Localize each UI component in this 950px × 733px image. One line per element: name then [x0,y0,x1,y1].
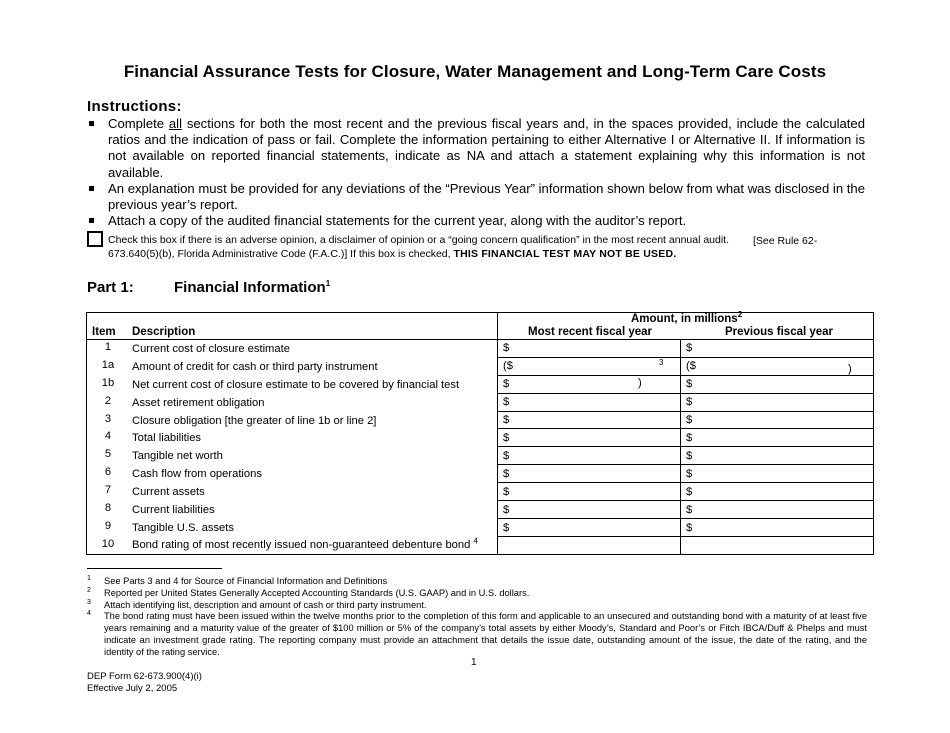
page-number: 1 [471,657,477,668]
footnote: 3 Attach identifying list, description and amount of cash or third party instrument. [87,599,427,610]
item-description: Net current cost of closure estimate to be covered by financial test [132,379,460,391]
amount-header: Amount, in millions$^2$ [631,310,743,325]
footnote-divider [87,568,222,569]
recent-amount-field[interactable]: $ [503,432,510,444]
previous-amount-field[interactable]: $ [686,342,693,354]
recent-amount-field[interactable]: $ [503,504,510,516]
item-description: Tangible net worth [132,450,223,462]
part-label: Financial Information$^1$ [174,279,331,296]
recent-amount-field[interactable]: $ [503,414,510,426]
previous-amount-field[interactable]: $ [686,468,693,480]
checkbox-label-continued: 673.640(5)(b), Florida Administrative Code (F.A.C.)] If this box is checked, THIS FINANCIAL TEST MAY NOT BE USED. [108,248,677,260]
form-identifier: DEP Form 62-673.900(4)(i) Effective July 2, 2005 [87,671,202,694]
instruction-bullet: An explanation must be provided for any deviations of the “Previous Year” information shown below from what was disclosed in the previous year’s report. [87,181,865,213]
previous-amount-field[interactable]: ($ [686,360,696,372]
footnote: 2 Reported per United States Generally Accepted Accounting Standards (U.S. GAAP) and in U.S. dollars. [87,587,530,598]
recent-amount-field[interactable]: $ [503,450,510,462]
bullet-marker [89,121,94,126]
instructions-list [87,116,865,229]
recent-amount-field[interactable]: $ [503,522,510,534]
instruction-bullet: Attach a copy of the audited financial statements for the current year, along with the auditor’s report. [87,213,865,229]
item-number: 9 [104,520,112,532]
item-description: Bond rating of most recently issued non-guaranteed debenture bond $^4$ [132,536,478,551]
previous-year-column-header: Previous fiscal year [725,326,834,338]
item-description: Amount of credit for cash or third party instrument [132,361,378,373]
recent-amount-field[interactable]: $ [503,486,510,498]
item-number: 8 [104,502,112,514]
instructions-heading: Instructions: [87,98,182,115]
item-number: 5 [104,448,112,460]
item-description: Total liabilities [132,432,202,444]
recent-amount-field[interactable]: $ [503,396,510,408]
previous-amount-field[interactable]: $ [686,522,693,534]
item-description: Cash flow from operations [132,468,262,480]
item-number: 2 [104,395,112,407]
item-number: 1b [101,377,115,389]
previous-amount-field[interactable]: $ [686,378,693,390]
previous-amount-field[interactable]: $ [686,486,693,498]
bullet-marker [89,218,94,223]
item-description: Asset retirement obligation [132,397,265,409]
close-paren: ) [638,377,642,389]
financial-info-table [86,312,874,555]
item-description: Closure obligation [the greater of line 1b or line 2] [132,415,377,427]
part-number: Part 1: [87,279,134,296]
item-description: Current liabilities [132,504,215,516]
item-description: Tangible U.S. assets [132,522,234,534]
item-number: 1a [101,359,115,371]
page-title: Financial Assurance Tests for Closure, Water Management and Long-Term Care Costs [123,62,827,81]
previous-amount-field[interactable]: $ [686,396,693,408]
item-description: Current cost of closure estimate [132,343,290,355]
footnote: 4 The bond rating must have been issued within the twelve months prior to the completion of this form and applicable to an unsecured and outstanding bond with a maturity of at least five years remaining and a maturity value of the greater of $100 million or 5% of the company’s total assets by either Moody’s, Standard and Poor’s or Fitch IBCA/Duff & Phelps and must indicate an investment grade rating. The reporting company must provide an attachment that details the issue date, outstanding amount of the issue, the date of the rating, and the identity of the rating service. [87,610,867,657]
previous-amount-field[interactable]: $ [686,414,693,426]
instruction-bullet: Complete all sections for both the most recent and the previous fiscal years and, in the spaces provided, include the calculated ratios and the indication of pass or fail. Complete the information pertaining to either Alternative I or Alternative II. If information is not available on reported financial statements, indicate as NA and attach a statement explaining why this information is not available. [87,116,865,181]
recent-bond-rating-field[interactable] [499,537,679,554]
recent-amount-field[interactable]: ($ [503,360,513,372]
item-number: 7 [104,484,112,496]
item-number: 3 [104,413,112,425]
bullet-marker [89,186,94,191]
previous-amount-field[interactable]: $ [686,504,693,516]
close-paren: ) [848,363,852,375]
checkbox-label: Check this box if there is an adverse opinion, a disclaimer of opinion or a “going concern qualification” in the most recent annual audit. [108,234,730,246]
item-description: Current assets [132,486,205,498]
rule-reference: [See Rule 62- [753,235,818,247]
adverse-opinion-checkbox[interactable] [87,231,103,247]
item-number: 6 [104,466,112,478]
previous-amount-field[interactable]: $ [686,450,693,462]
recent-amount-field[interactable]: $ [503,468,510,480]
item-number: 1 [104,341,112,353]
item-number: 4 [104,430,112,442]
footnote-ref: 3 [659,358,664,367]
recent-year-column-header: Most recent fiscal year [528,326,653,338]
recent-amount-field[interactable]: $ [503,378,510,390]
recent-amount-field[interactable]: $ [503,342,510,354]
previous-amount-field[interactable]: $ [686,432,693,444]
item-column-header: Item [92,326,116,338]
description-column-header: Description [132,326,196,338]
previous-bond-rating-field[interactable] [682,537,872,554]
footnote: 1 See Parts 3 and 4 for Source of Financial Information and Definitions [87,575,388,586]
item-number: 10 [101,538,115,550]
